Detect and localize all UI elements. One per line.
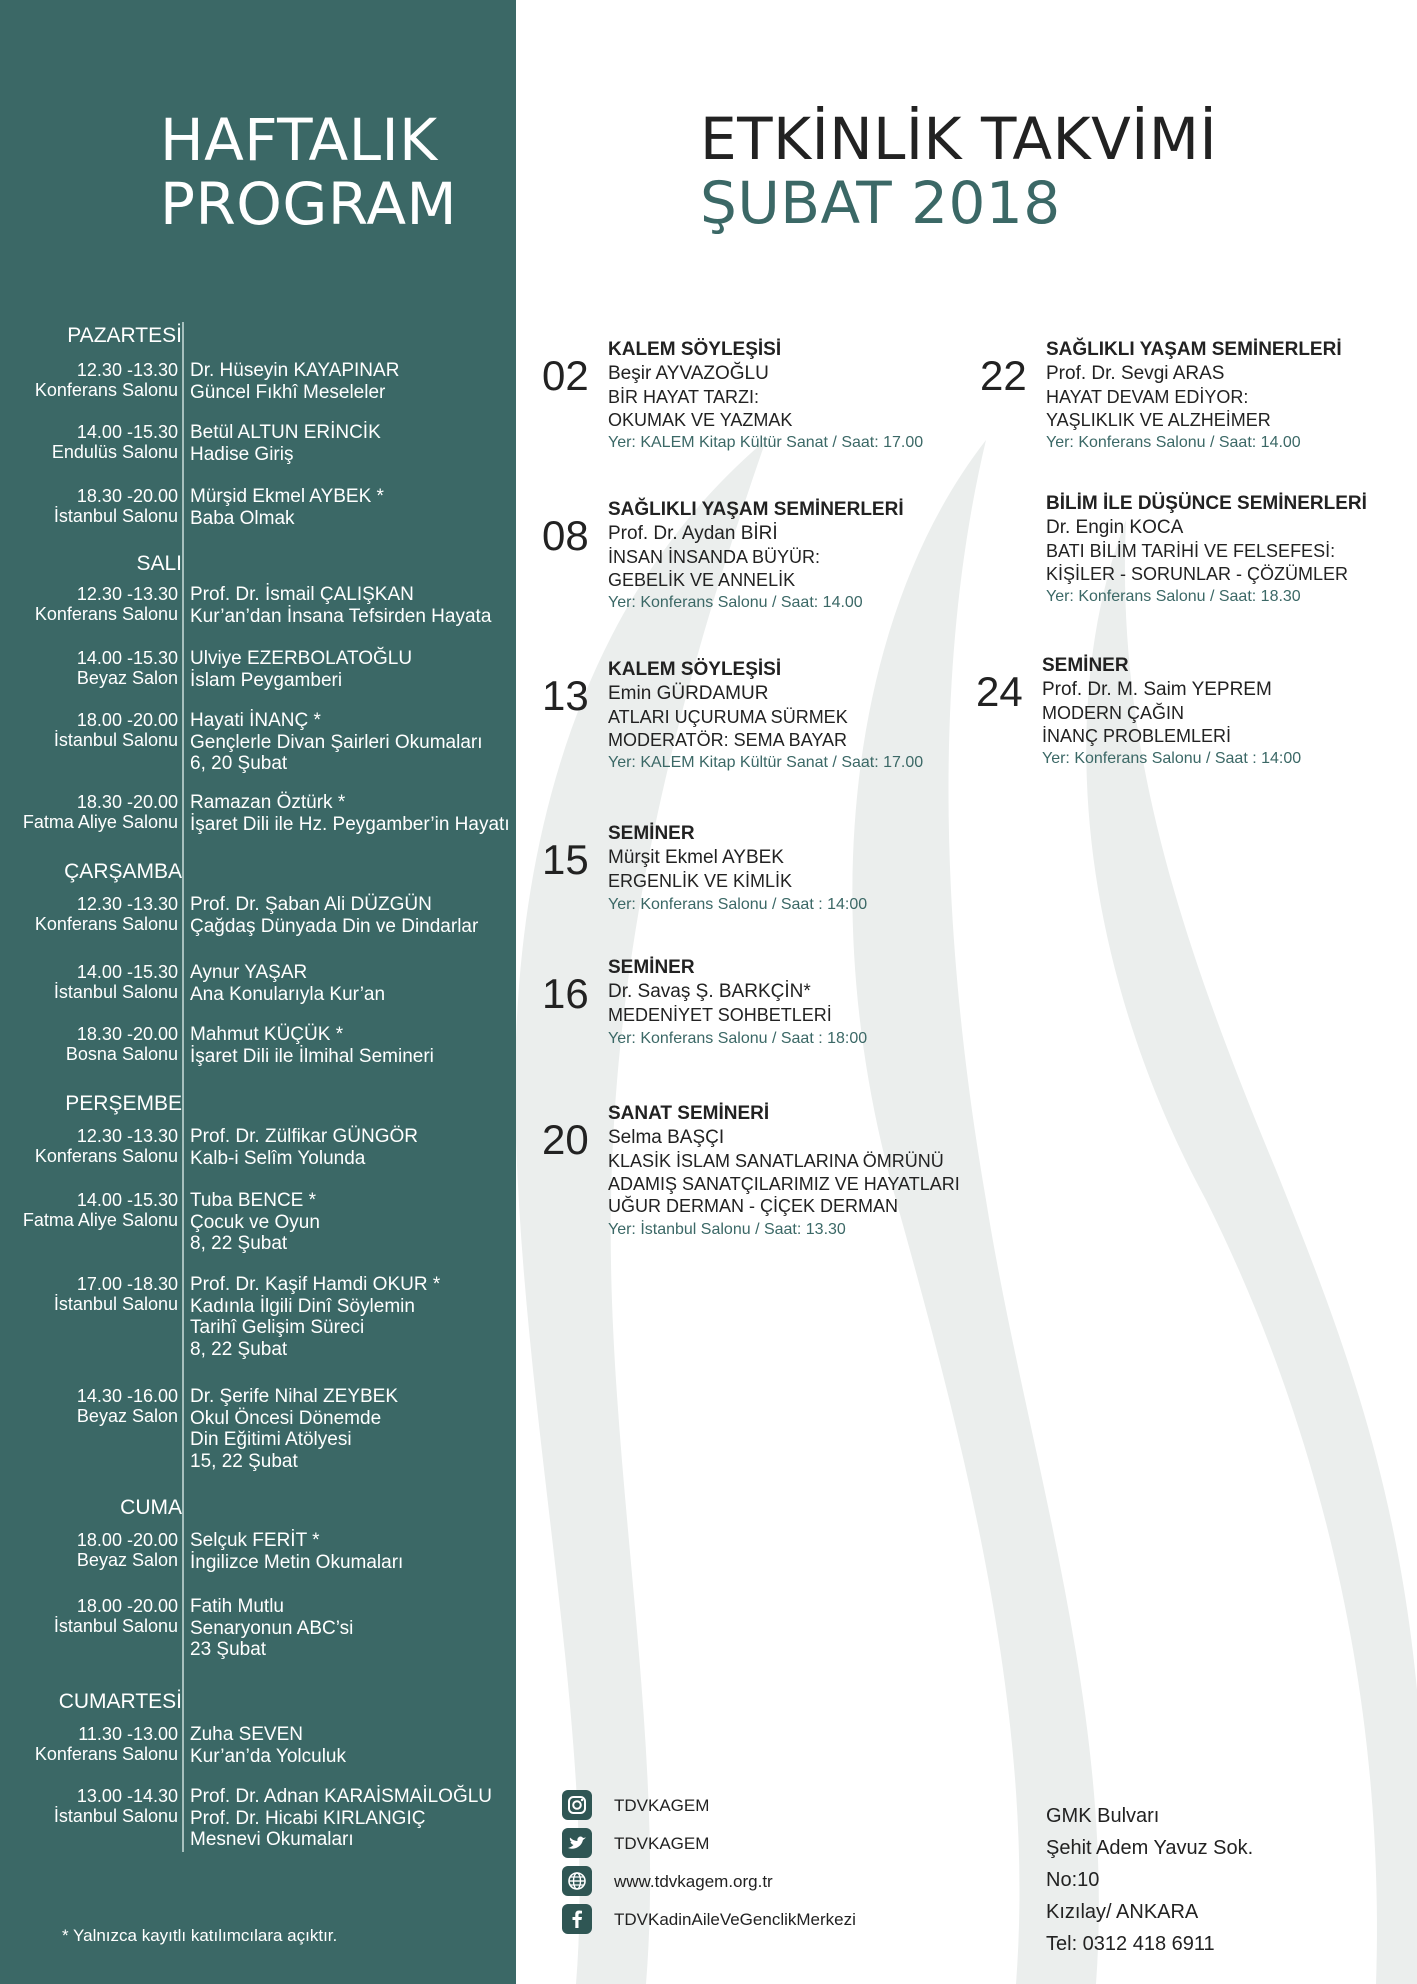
entry-line: Baba Olmak — [190, 507, 295, 529]
entry-line: Mesnevi Okumaları — [190, 1829, 354, 1850]
entry-speaker: Ulviye EZERBOLATOĞLU — [190, 648, 413, 669]
entry-place: İstanbul Salonu — [53, 1294, 178, 1314]
event-location: Yer: KALEM Kitap Kültür Sanat / Saat: 17.00 — [608, 434, 924, 451]
event-body — [608, 498, 904, 615]
time-place — [35, 584, 178, 624]
schedule-entry — [0, 360, 516, 404]
calendar-month: ŞUBAT 2018 — [700, 169, 1061, 237]
entry-place: İstanbul Salonu — [53, 506, 178, 526]
entry-place: İstanbul Salonu — [53, 1616, 178, 1636]
entry-time: 14.30 -16.00 — [76, 1386, 178, 1406]
time-place — [35, 1126, 178, 1166]
entry-time: 13.00 -14.30 — [76, 1786, 178, 1806]
entry-line: Kur’an’dan İnsana Tefsirden Hayata — [190, 605, 492, 627]
entry-time: 18.30 -20.00 — [76, 486, 178, 506]
time-place — [54, 486, 178, 526]
event-date: 22 — [980, 352, 1027, 399]
address-line: Şehit Adem Yavuz Sok. — [1046, 1837, 1254, 1859]
event-body — [1042, 654, 1301, 771]
entry-place: Konferans Salonu — [34, 1146, 178, 1166]
event-date: 15 — [542, 836, 589, 883]
social-label: TDVKAGEM — [614, 1834, 710, 1853]
entry-place: Fatma Aliye Salonu — [22, 1210, 178, 1230]
entry-details — [190, 648, 412, 691]
event-speaker: Prof. Dr. Aydan BİRİ — [608, 523, 778, 544]
entry-line: 8, 22 Şubat — [190, 1233, 288, 1254]
entry-line: Kur’an’da Yolculuk — [190, 1745, 346, 1767]
schedule-entry — [0, 1126, 516, 1170]
schedule-entry — [0, 962, 516, 1006]
entry-details — [190, 486, 384, 529]
event-line: YAŞLIKLIK VE ALZHEİMER — [1046, 409, 1271, 430]
weekly-program-title — [160, 108, 457, 236]
day-name: CUMA — [120, 1496, 182, 1519]
phone-line: Tel: 0312 418 6911 — [1046, 1933, 1215, 1955]
event-location: Yer: Konferans Salonu / Saat : 14:00 — [608, 895, 868, 913]
day-name: CUMARTESİ — [58, 1690, 182, 1713]
entry-speaker: Mahmut KÜÇÜK * — [190, 1024, 344, 1045]
event-date: 08 — [542, 512, 589, 559]
entry-details — [190, 422, 381, 465]
event-title: KALEM SÖYLEŞİSİ — [608, 659, 782, 680]
left-panel — [0, 0, 516, 1984]
entry-speaker: Betül ALTUN ERİNCİK — [190, 422, 381, 443]
schedule-entry — [0, 1530, 516, 1574]
entry-speaker: Prof. Dr. İsmail ÇALIŞKAN — [190, 584, 414, 605]
event-body — [1046, 338, 1342, 455]
entry-place: Beyaz Salon — [76, 668, 178, 688]
entry-line: Güncel Fıkhî Meseleler — [190, 381, 386, 403]
entry-place: Konferans Salonu — [34, 380, 178, 400]
entry-time: 14.00 -15.30 — [76, 1190, 178, 1210]
calendar-title: ETKİNLİK TAKVİMİ — [700, 105, 1218, 173]
entry-speaker: Dr. Şerife Nihal ZEYBEK — [190, 1386, 399, 1407]
entry-line: Ana Konularıyla Kur’an — [190, 983, 386, 1005]
day-heading — [0, 322, 516, 352]
entry-details — [190, 792, 510, 835]
footnote: * Yalnızca kayıtlı katılımcılara açıktır. — [62, 1926, 338, 1945]
event-line: KİŞİLER - SORUNLAR - ÇÖZÜMLER — [1046, 563, 1349, 584]
entry-line: 23 Şubat — [190, 1639, 267, 1660]
entry-place: Bosna Salonu — [65, 1044, 178, 1064]
entry-line: Senaryonun ABC’si — [190, 1617, 354, 1639]
event-location: Yer: Konferans Salonu / Saat: 14.00 — [608, 594, 863, 611]
time-place — [54, 710, 178, 750]
entry-time: 14.00 -15.30 — [76, 648, 178, 668]
address-line: Kızılay/ ANKARA — [1046, 1901, 1199, 1923]
entry-details — [190, 1386, 398, 1472]
event-location: Yer: Konferans Salonu / Saat : 18:00 — [608, 1029, 868, 1047]
event-speaker: Emin GÜRDAMUR — [608, 683, 769, 704]
event-location: Yer: Konferans Salonu / Saat: 18.30 — [1046, 588, 1301, 605]
address-block — [1046, 1800, 1253, 1960]
schedule-entry — [0, 1386, 516, 1474]
event-body — [608, 956, 867, 1051]
time-place — [23, 792, 178, 832]
event-line: BİR HAYAT TARZI: — [608, 387, 760, 407]
entry-details — [190, 1786, 492, 1851]
entry-line: Çocuk ve Oyun — [190, 1211, 320, 1233]
day-heading — [0, 858, 516, 888]
entry-details — [190, 1126, 418, 1169]
entry-speaker: Hayati İNANÇ * — [190, 710, 321, 731]
event-line: MODERATÖR: SEMA BAYAR — [608, 729, 848, 750]
time-place — [23, 1190, 178, 1230]
event-location: Yer: Konferans Salonu / Saat : 14:00 — [1042, 750, 1302, 767]
entry-line: İngilizce Metin Okumaları — [190, 1551, 404, 1573]
schedule-entry — [0, 710, 516, 776]
title-line-1: HAFTALIK — [160, 106, 438, 174]
day-heading — [0, 550, 516, 580]
time-place — [77, 1530, 178, 1570]
entry-place: Beyaz Salon — [76, 1406, 178, 1426]
entry-speaker: Prof. Dr. Şaban Ali DÜZGÜN — [190, 894, 432, 915]
event-line: BATI BİLİM TARİHİ VE FELSEFESİ: — [1046, 541, 1336, 561]
entry-time: 12.30 -13.30 — [76, 360, 178, 380]
social-label: TDVKadinAileVeGenclikMerkezi — [614, 1910, 856, 1929]
schedule-entry — [0, 1274, 516, 1362]
entry-line: İşaret Dili ile İlmihal Semineri — [190, 1045, 434, 1067]
time-place — [54, 1274, 178, 1314]
schedule-entry — [0, 1724, 516, 1768]
entry-line: Çağdaş Dünyada Din ve Dindarlar — [190, 915, 479, 937]
event-location: Yer: İstanbul Salonu / Saat: 13.30 — [608, 1220, 846, 1238]
entry-line: 8, 22 Şubat — [190, 1338, 288, 1360]
event-location: Yer: Konferans Salonu / Saat: 14.00 — [1046, 434, 1301, 451]
event-title: SEMİNER — [1042, 655, 1129, 676]
event-speaker: Mürşit Ekmel AYBEK — [608, 847, 784, 868]
entry-speaker: Aynur YAŞAR — [190, 962, 308, 983]
entry-line: 15, 22 Şubat — [190, 1450, 298, 1472]
entry-time: 11.30 -13.00 — [78, 1724, 178, 1744]
time-place — [54, 962, 178, 1002]
event-title: SEMİNER — [608, 823, 695, 844]
day-name: PAZARTESİ — [67, 324, 182, 347]
day-name: PERŞEMBE — [65, 1092, 182, 1115]
entry-details — [190, 1530, 403, 1573]
event-body — [608, 1102, 960, 1242]
time-place — [35, 360, 178, 400]
event-line: MODERN ÇAĞIN — [1042, 703, 1185, 723]
address-line: No:10 — [1046, 1869, 1100, 1891]
event-date: 02 — [542, 352, 589, 399]
entry-details — [190, 1190, 320, 1255]
entry-line: Tarihî Gelişim Süreci — [190, 1317, 365, 1338]
time-place — [52, 422, 178, 462]
social-label: www.tdvkagem.org.tr — [614, 1872, 773, 1891]
entry-speaker: Prof. Dr. Kaşif Hamdi OKUR * — [190, 1274, 441, 1295]
event-body — [608, 338, 923, 455]
schedule-entry — [0, 422, 516, 466]
schedule-entry — [0, 584, 516, 628]
entry-time: 12.30 -13.30 — [76, 894, 178, 914]
entry-time: 14.00 -15.30 — [76, 962, 178, 982]
entry-time: 18.00 -20.00 — [76, 1596, 178, 1616]
address-line: GMK Bulvarı — [1046, 1805, 1160, 1827]
entry-details — [190, 710, 483, 775]
time-place — [35, 1724, 178, 1764]
event-speaker: Beşir AYVAZOĞLU — [608, 363, 769, 384]
time-place — [35, 894, 178, 934]
event-line: ATLARI UÇURUMA SÜRMEK — [608, 707, 848, 727]
entry-place: Beyaz Salon — [76, 1550, 178, 1570]
entry-details — [190, 360, 399, 403]
entry-place: Fatma Aliye Salonu — [22, 812, 178, 832]
entry-place: Konferans Salonu — [34, 1744, 178, 1764]
entry-place: İstanbul Salonu — [53, 982, 178, 1002]
event-title: KALEM SÖYLEŞİSİ — [608, 339, 782, 360]
entry-place: Endulüs Salonu — [51, 442, 178, 462]
entry-speaker: Prof. Dr. Adnan KARAİSMAİLOĞLU — [190, 1786, 493, 1807]
entry-line: 6, 20 Şubat — [190, 753, 288, 774]
day-heading — [0, 1688, 516, 1718]
time-place — [77, 648, 178, 688]
entry-line: İşaret Dili ile Hz. Peygamber’in Hayatı — [190, 813, 510, 835]
entry-details — [190, 1596, 353, 1661]
entry-speaker: Fatih Mutlu — [190, 1596, 284, 1617]
entry-line: Okul Öncesi Dönemde — [190, 1407, 382, 1429]
event-line: GEBELİK VE ANNELİK — [608, 569, 796, 590]
schedule-entry — [0, 1024, 516, 1068]
schedule-entry — [0, 1786, 516, 1852]
entry-details — [190, 894, 478, 937]
twitter-icon — [562, 1828, 592, 1858]
entry-details — [190, 1274, 440, 1360]
day-heading — [0, 1494, 516, 1524]
entry-place: Konferans Salonu — [34, 914, 178, 934]
day-heading — [0, 1090, 516, 1120]
time-place — [54, 1786, 178, 1826]
entry-details — [190, 962, 385, 1005]
event-title: SAĞLIKLI YAŞAM SEMİNERLERİ — [1046, 339, 1342, 360]
title-line-2: PROGRAM — [160, 170, 458, 238]
event-line: İNSAN İNSANDA BÜYÜR: — [608, 547, 821, 567]
entry-line: Kadınla İlgili Dinî Söylemin — [190, 1295, 415, 1317]
entry-speaker: Prof. Dr. Zülfikar GÜNGÖR — [190, 1126, 419, 1147]
event-line: MEDENİYET SOHBETLERİ — [608, 1005, 832, 1025]
event-date: 16 — [542, 970, 589, 1017]
event-body — [608, 658, 923, 775]
entry-time: 14.00 -15.30 — [76, 422, 178, 442]
event-location: Yer: KALEM Kitap Kültür Sanat / Saat: 17.00 — [608, 754, 924, 771]
event-title: SEMİNER — [608, 957, 695, 978]
schedule-entry — [0, 894, 516, 938]
entry-speaker: Zuha SEVEN — [190, 1724, 303, 1745]
entry-line: Gençlerle Divan Şairleri Okumaları — [190, 731, 483, 753]
event-body — [1046, 492, 1367, 609]
event-speaker: Prof. Dr. M. Saim YEPREM — [1042, 679, 1272, 700]
event-title: BİLİM İLE DÜŞÜNCE SEMİNERLERİ — [1046, 493, 1367, 514]
event-speaker: Dr. Savaş Ş. BARKÇİN* — [608, 981, 811, 1002]
entry-line: Prof. Dr. Hicabi KIRLANGIÇ — [190, 1807, 426, 1829]
time-place — [54, 1596, 178, 1636]
event-title: SANAT SEMİNERİ — [608, 1103, 770, 1124]
entry-details — [190, 1024, 434, 1067]
time-place — [77, 1386, 178, 1426]
schedule-entry — [0, 648, 516, 692]
entry-time: 18.00 -20.00 — [76, 710, 178, 730]
day-name: ÇARŞAMBA — [64, 860, 182, 883]
entry-place: Konferans Salonu — [34, 604, 178, 624]
entry-details — [190, 584, 491, 627]
time-place — [66, 1024, 178, 1064]
event-body — [608, 822, 867, 917]
entry-time: 18.30 -20.00 — [76, 792, 178, 812]
entry-place: İstanbul Salonu — [53, 730, 178, 750]
event-speaker: Prof. Dr. Sevgi ARAS — [1046, 363, 1225, 384]
globe-icon — [562, 1866, 592, 1896]
schedule-entry — [0, 792, 516, 836]
instagram-icon — [562, 1790, 592, 1820]
event-date: 20 — [542, 1116, 589, 1163]
entry-line: İslam Peygamberi — [190, 669, 343, 691]
entry-time: 12.30 -13.30 — [76, 1126, 178, 1146]
event-date: 13 — [542, 672, 589, 719]
event-line: ERGENLİK VE KİMLİK — [608, 871, 793, 891]
entry-speaker: Selçuk FERİT * — [190, 1530, 320, 1551]
event-speaker: Dr. Engin KOCA — [1046, 517, 1184, 538]
day-name: SALI — [136, 552, 182, 575]
schedule-entry — [0, 486, 516, 530]
schedule-entry — [0, 1596, 516, 1662]
event-title: SAĞLIKLI YAŞAM SEMİNERLERİ — [608, 499, 904, 520]
event-speaker: Selma BAŞÇI — [608, 1127, 725, 1148]
entry-line: Kalb-i Selîm Yolunda — [190, 1147, 366, 1169]
schedule-entry — [0, 1190, 516, 1256]
entry-time: 12.30 -13.30 — [76, 584, 178, 604]
entry-speaker: Mürşid Ekmel AYBEK * — [190, 486, 384, 507]
event-line: İNANÇ PROBLEMLERİ — [1042, 725, 1232, 746]
entry-time: 18.30 -20.00 — [76, 1024, 178, 1044]
entry-place: İstanbul Salonu — [53, 1806, 178, 1826]
event-line: OKUMAK VE YAZMAK — [608, 409, 793, 430]
entry-line: Hadise Giriş — [190, 443, 294, 465]
social-label: TDVKAGEM — [614, 1796, 710, 1815]
entry-speaker: Dr. Hüseyin KAYAPINAR — [190, 360, 400, 381]
event-date: 24 — [976, 668, 1023, 715]
entry-details — [190, 1724, 346, 1767]
event-line: HAYAT DEVAM EDİYOR: — [1046, 387, 1249, 407]
entry-time: 18.00 -20.00 — [76, 1530, 178, 1550]
entry-time: 17.00 -18.30 — [76, 1274, 178, 1294]
event-line: UĞUR DERMAN - ÇİÇEK DERMAN — [608, 1196, 899, 1216]
entry-line: Din Eğitimi Atölyesi — [190, 1429, 352, 1450]
facebook-icon — [562, 1904, 592, 1934]
entry-speaker: Ramazan Öztürk * — [190, 792, 346, 813]
event-line: ADAMIŞ SANATÇILARIMIZ VE HAYATLARI — [608, 1173, 960, 1194]
entry-speaker: Tuba BENCE * — [190, 1190, 317, 1211]
event-line: KLASİK İSLAM SANATLARINA ÖMRÜNÜ — [608, 1151, 944, 1171]
